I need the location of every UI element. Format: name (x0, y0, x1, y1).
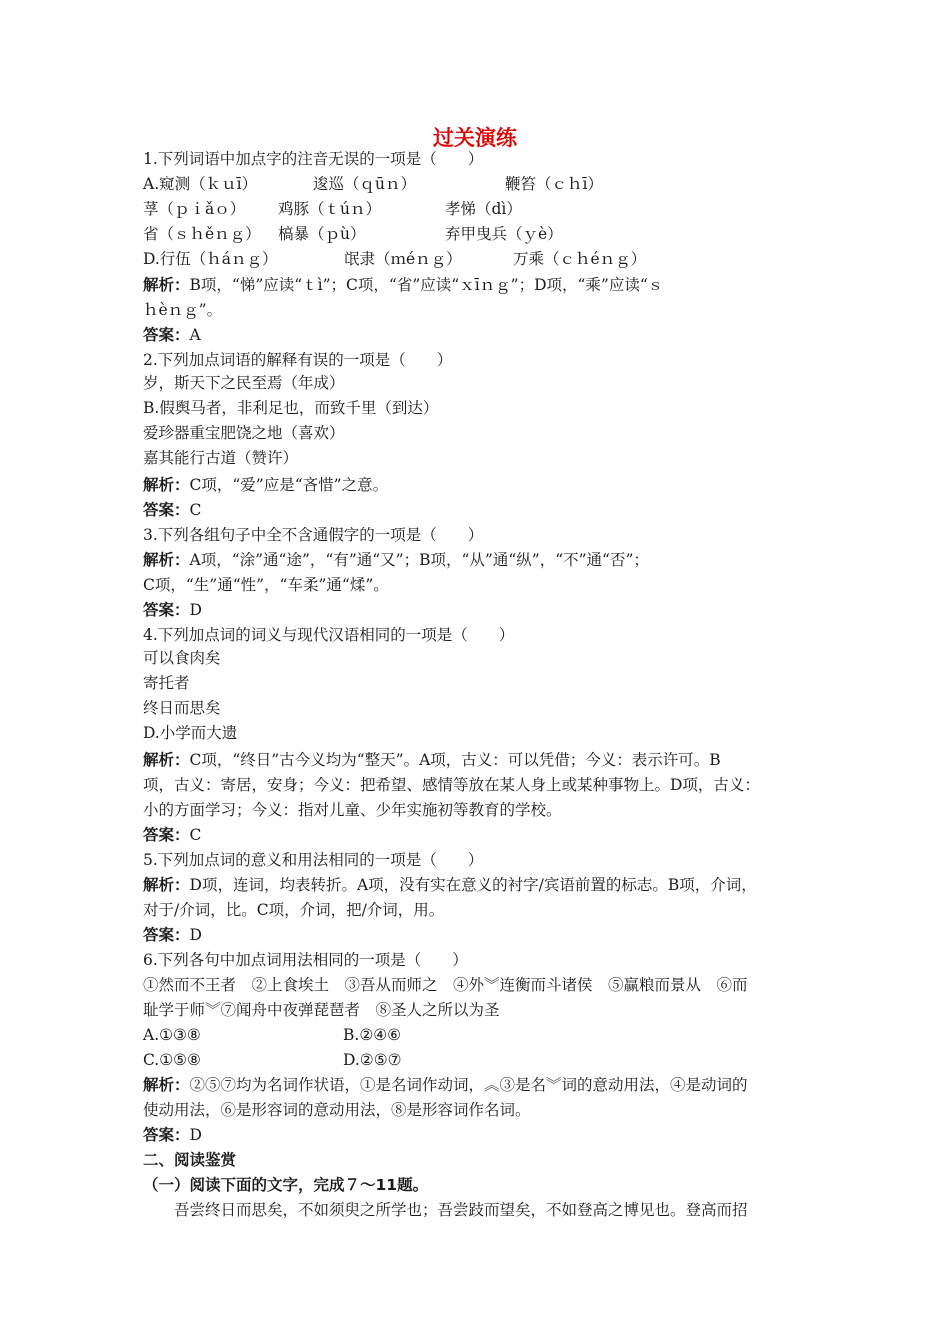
q6-stem: 6.下列各句中加点词用法相同的一项是（ ） (143, 951, 468, 969)
q1-option-d2: 氓隶（ｍéｎｇ） (344, 250, 462, 268)
q4-answer (143, 824, 201, 846)
answer-label: 答案： (143, 601, 190, 619)
q1-option-b3: 孝悌（dì） (445, 200, 522, 218)
q4-analysis (143, 749, 721, 771)
analysis-text: C项，“爱”应是“吝惜”之意。 (189, 476, 389, 494)
q1-option-c3: 弃甲曳兵（ｙè） (445, 225, 563, 243)
q3-stem: 3.下列各组句子中全不含通假字的一项是（ ） (143, 526, 484, 544)
q5-analysis-cont: 对于/介词，比。C项，介词，把/介词，用。 (143, 901, 445, 919)
q6-analysis-cont: 使动用法，⑥是形容词的意动用法，⑧是形容词作名词。 (143, 1101, 531, 1119)
q2-stem: 2.下列加点词语的解释有误的一项是（ ） (143, 351, 453, 369)
q2-answer (143, 499, 201, 521)
page-title: 过关演练 (433, 126, 517, 150)
q3-analysis (143, 549, 649, 571)
answer-label: 答案： (143, 501, 190, 519)
q2-line-2: B.假舆马者，非利足也，而致千里（到达） (143, 399, 439, 417)
q4-line-2: 寄托者 (143, 674, 190, 692)
q3-answer (143, 599, 202, 621)
q6-option-a: A.①③⑧ (143, 1026, 201, 1044)
answer-value: D (189, 601, 202, 619)
q4-line-3: 终日而思矣 (143, 699, 221, 717)
analysis-label: 解析： (143, 751, 190, 769)
q5-analysis (143, 874, 757, 896)
q1-option-a2: 逡巡（ｑūｎ） (313, 175, 416, 193)
q6-answer (143, 1124, 202, 1146)
answer-label: 答案： (143, 1126, 190, 1144)
answer-value: A (189, 326, 201, 344)
q4-line-1: 可以食肉矣 (143, 649, 221, 667)
q4-analysis-cont-2: 小的方面学习；今义：指对儿童、少年实施初等教育的学校。 (143, 801, 562, 819)
analysis-text: A项，“涂”通“途”，“有”通“又”；B项，“从”通“纵”，“不”通“否”； (189, 551, 649, 569)
q1-option-c2: 槁暴（ｐù） (278, 225, 366, 243)
q3-analysis-cont: C项，“生”通“性”，“车柔”通“煣”。 (143, 576, 389, 594)
q6-option-b: B.②④⑥ (343, 1026, 402, 1044)
q1-option-d1: D.行伍（ｈáｎｇ） (143, 250, 278, 268)
q4-line-4: D.小学而大遗 (143, 724, 238, 742)
q6-line-2: 耻学于师︾⑦闻舟中夜弹琵琶者 ⑧圣人之所以为圣 (143, 1001, 500, 1019)
analysis-label: 解析： (143, 276, 190, 294)
answer-value: D (189, 1126, 202, 1144)
section-subheading: （一）阅读下面的文字，完成７～11题。 (143, 1176, 429, 1194)
section-heading: 二、阅读鉴赏 (143, 1151, 237, 1169)
q6-option-d: D.②⑤⑦ (343, 1051, 402, 1069)
q2-line-4: 嘉其能行古道（赞许） (143, 449, 299, 467)
passage-line: 吾尝终日而思矣，不如须臾之所学也；吾尝跂而望矣，不如登高之博见也。登高而招 (143, 1201, 748, 1219)
q1-stem: 1.下列词语中加点字的注音无误的一项是（ ） (143, 150, 484, 168)
analysis-text: D项，连词，均表转折。A项，没有实在意义的衬字/宾语前置的标志。B项，介词， (189, 876, 757, 894)
q1-option-b2: 鸡豚（ｔúｎ） (278, 200, 381, 218)
q1-option-d3: 万乘（ｃｈéｎｇ） (513, 250, 647, 268)
analysis-label: 解析： (143, 876, 190, 894)
q2-line-3: 爱珍器重宝肥饶之地（喜欢） (143, 424, 345, 442)
q5-answer (143, 924, 202, 946)
q6-line-1: ①然而不王者 ②上食埃土 ③吾从而师之 ④外︾连衡而斗诸侯 ⑤赢粮而景从 ⑥而 (143, 976, 748, 994)
analysis-text: C项，“终日”古今义均为“整天”。A项，古义：可以凭借；今义：表示许可。B (189, 751, 721, 769)
q1-answer (143, 324, 201, 346)
analysis-text: ②⑤⑦均为名词作状语，①是名词作动词，︽③是名︾词的意动用法，④是动词的 (189, 1076, 748, 1094)
q1-option-b1: 莩（ｐｉǎｏ） (143, 200, 246, 218)
q6-option-c: C.①⑤⑧ (143, 1051, 201, 1069)
answer-label: 答案： (143, 326, 190, 344)
analysis-label: 解析： (143, 551, 190, 569)
q1-option-a1: A.窥测（ｋｕī） (143, 175, 258, 193)
q4-analysis-cont-1: 项，古义：寄居，安身；今义：把希望、感情等放在某人身上或某种事物上。D项，古义： (143, 776, 760, 794)
answer-value: C (189, 501, 202, 519)
q1-option-a3: 鞭笞（ｃｈī） (505, 175, 603, 193)
q1-analysis (143, 274, 663, 296)
q2-analysis (143, 474, 388, 496)
q6-analysis (143, 1074, 748, 1096)
analysis-label: 解析： (143, 476, 190, 494)
q2-line-1: 岁，斯天下之民至焉（年成） (143, 374, 345, 392)
analysis-label: 解析： (143, 1076, 190, 1094)
q5-stem: 5.下列加点词的意义和用法相同的一项是（ ） (143, 851, 484, 869)
q1-option-c1: 省（ｓｈěｎｇ） (143, 225, 261, 243)
answer-label: 答案： (143, 926, 190, 944)
analysis-text: B项，“悌”应读“ｔì”；C项，“省”应读“ｘīｎｇ”；D项，“乘”应读“ｓ (189, 276, 664, 294)
answer-value: C (189, 826, 202, 844)
q1-analysis-cont: ｈèｎｇ”。 (143, 301, 223, 319)
answer-value: D (189, 926, 202, 944)
q4-stem: 4.下列加点词的词义与现代汉语相同的一项是（ ） (143, 626, 515, 644)
answer-label: 答案： (143, 826, 190, 844)
